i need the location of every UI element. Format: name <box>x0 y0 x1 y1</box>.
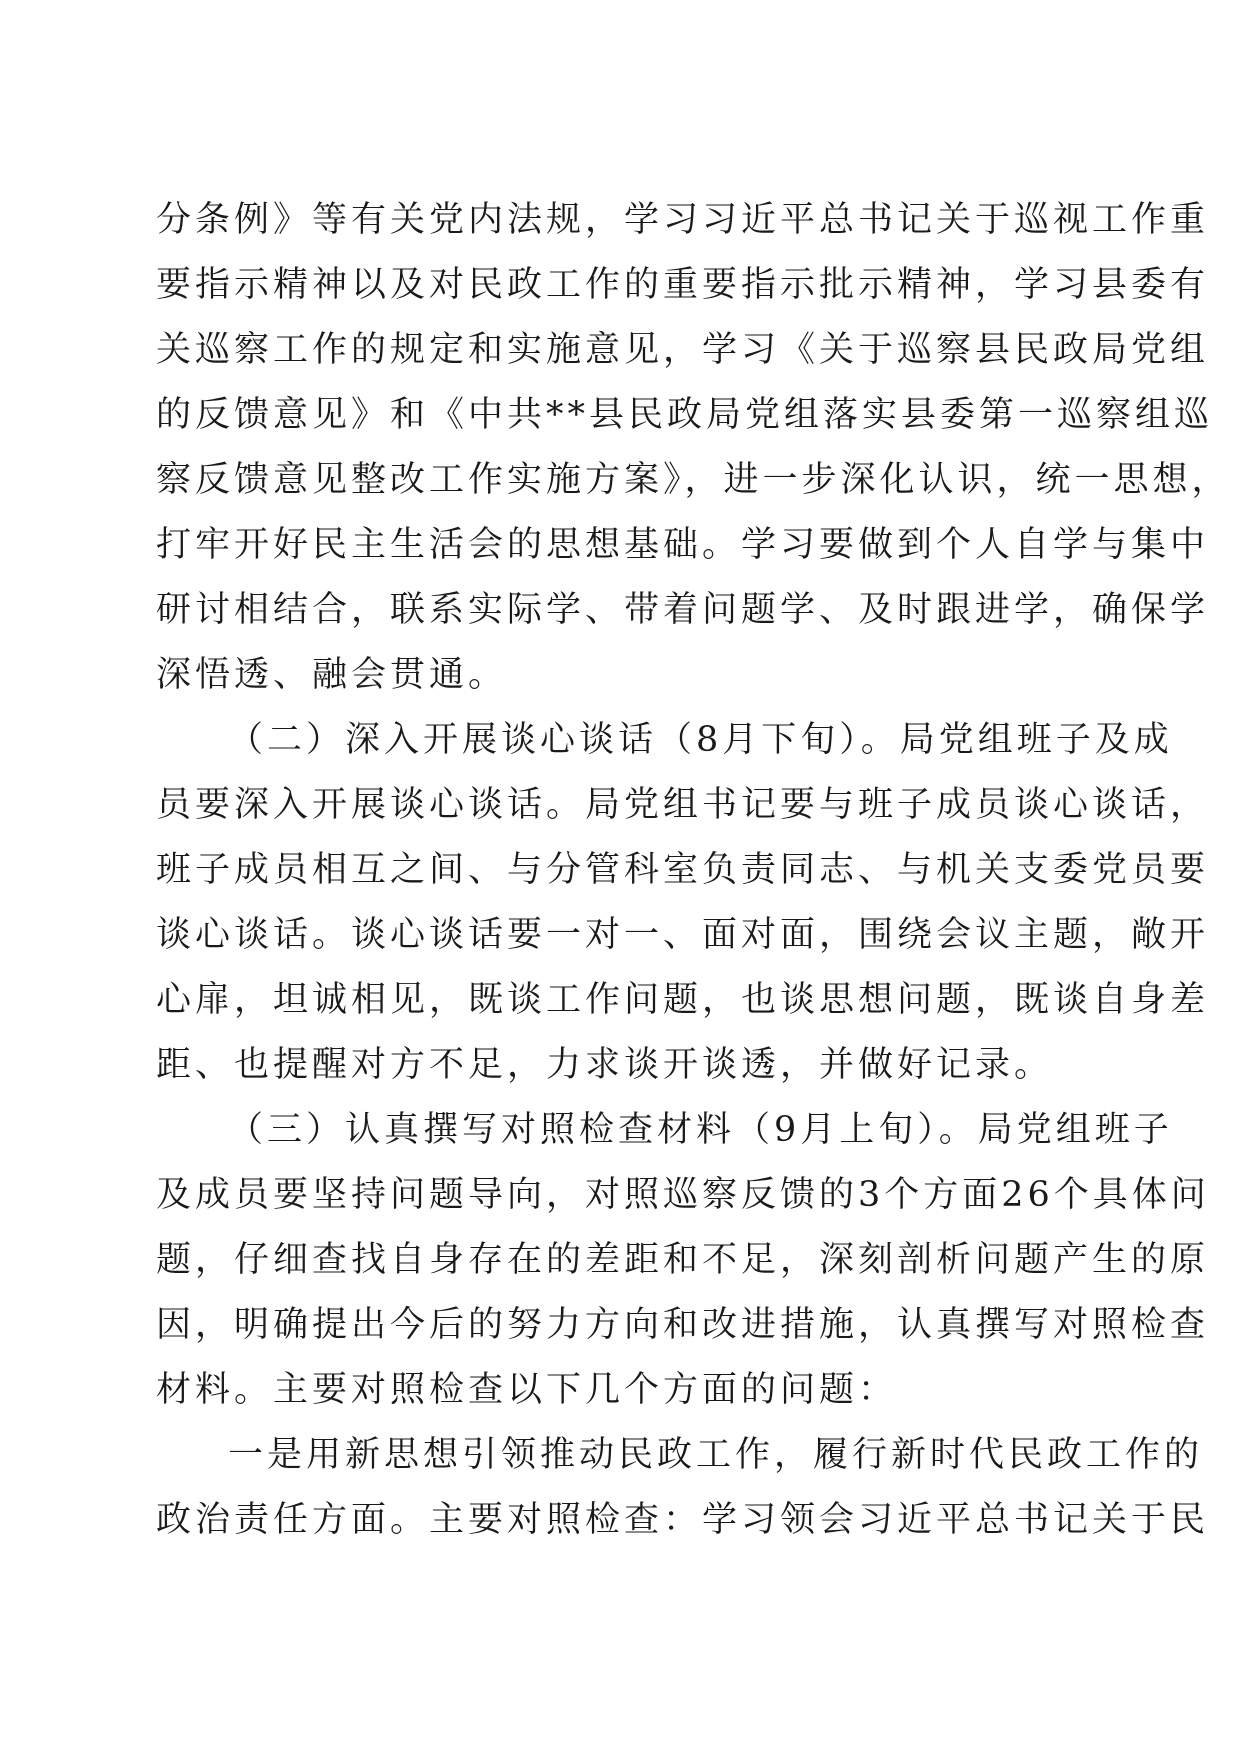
paragraph-self-examination-materials <box>156 1098 1210 1423</box>
text-line: 及成员要坚持问题导向，对照巡察反馈的3个方面26个具体问 <box>156 1175 1210 1215</box>
text-line: 研讨相结合，联系实际学、带着问题学、及时跟进学，确保学 <box>156 590 1210 630</box>
text-line: 班子成员相互之间、与分管科室负责同志、与机关支委党员要 <box>156 850 1210 890</box>
text-line: 谈心谈话。谈心谈话要一对一、面对面，围绕会议主题，敞开 <box>156 915 1210 955</box>
text-line: 员要深入开展谈心谈话。局党组书记要与班子成员谈心谈话， <box>156 785 1210 825</box>
text-line: 一是用新思想引领推动民政工作，履行新时代民政工作的 <box>228 1435 1204 1475</box>
text-line: 的反馈意见》和《中共**县民政局党组落实县委第一巡察组巡 <box>156 395 1214 435</box>
text-line: 察反馈意见整改工作实施方案》，进一步深化认识，统一思想， <box>156 460 1231 500</box>
text-line: 材料。主要对照检查以下几个方面的问题： <box>156 1370 898 1410</box>
text-line: 关巡察工作的规定和实施意见，学习《关于巡察县民政局党组 <box>156 330 1210 370</box>
text-line: 因，明确提出今后的努力方向和改进措施，认真撰写对照检查 <box>156 1305 1210 1345</box>
text-line: 打牢开好民主生活会的思想基础。学习要做到个人自学与集中 <box>156 525 1210 565</box>
section-heading-line: （二）深入开展谈心谈话（8月下旬）。局党组班子及成 <box>228 720 1173 760</box>
text-line: 距、也提醒对方不足，力求谈开谈透，并做好记录。 <box>156 1045 1054 1085</box>
text-line: 分条例》等有关党内法规，学习习近平总书记关于巡视工作重 <box>156 200 1210 240</box>
text-line: 心扉，坦诚相见，既谈工作问题，也谈思想问题，既谈自身差 <box>156 980 1210 1020</box>
paragraph-study-regulations <box>156 188 1231 708</box>
text-line: 深悟透、融会贯通。 <box>156 655 508 695</box>
paragraph-first-aspect <box>156 1423 1210 1553</box>
text-line: 要指示精神以及对民政工作的重要指示批示精神，学习县委有 <box>156 265 1210 305</box>
document-body <box>156 188 1231 1553</box>
paragraph-heart-to-heart-talks <box>156 708 1210 1098</box>
text-line: 题，仔细查找自身存在的差距和不足，深刻剖析问题产生的原 <box>156 1240 1210 1280</box>
text-line: 政治责任方面。主要对照检查：学习领会习近平总书记关于民 <box>156 1500 1210 1540</box>
section-heading-line: （三）认真撰写对照检查材料（9月上旬）。局党组班子 <box>228 1110 1173 1150</box>
